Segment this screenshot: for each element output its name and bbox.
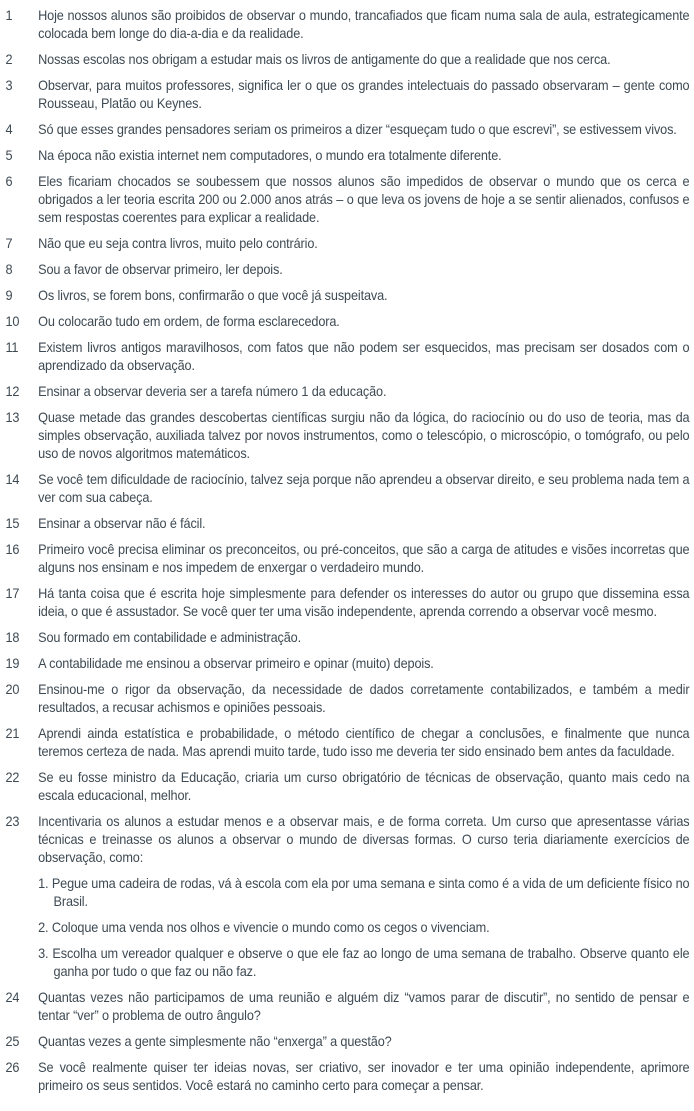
list-item xyxy=(5,540,689,576)
item-body xyxy=(38,514,689,532)
item-number: 20 xyxy=(5,681,20,697)
item-number: 7 xyxy=(5,235,13,251)
item-number: 8 xyxy=(5,261,13,277)
item-body xyxy=(38,584,689,620)
item-number: 1 xyxy=(5,7,13,23)
subitem-list xyxy=(38,874,689,980)
item-body xyxy=(38,628,689,646)
item-text: Se você realmente quiser ter ideias novas, ser criativo, ser inovador e ter uma opinião independente, aprimore primeiro os seus sentidos. Você estará no caminho certo para começar a pensar. xyxy=(38,1059,690,1093)
item-number: 13 xyxy=(5,409,20,425)
list-item xyxy=(5,628,689,646)
item-text: Nossas escolas nos obrigam a estudar mais os livros de antigamente do que a realidade que nos cerca. xyxy=(38,51,611,67)
list-item xyxy=(5,470,689,506)
list-item xyxy=(5,1058,689,1094)
item-body xyxy=(38,540,689,576)
item-number: 5 xyxy=(5,147,13,163)
item-body xyxy=(38,286,689,304)
list-item xyxy=(5,76,689,112)
item-text: Só que esses grandes pensadores seriam os primeiros a dizer “esqueçam tudo o que escrevi”, se estivessem vivos. xyxy=(38,121,677,137)
list-item xyxy=(5,6,689,42)
item-body xyxy=(38,382,689,400)
item-text: Primeiro você precisa eliminar os preconceitos, ou pré-conceitos, que são a carga de atitudes e visões incorretas que alguns nos ensinam e nos impedem de enxergar o verdadeiro mundo. xyxy=(38,541,690,575)
item-body xyxy=(38,812,689,980)
exercise-item xyxy=(38,874,689,910)
item-text: Quantas vezes não participamos de uma reunião e alguém diz “vamos parar de discutir”, no sentido de pensar e tentar “ver” o problema de outro ângulo? xyxy=(38,989,690,1023)
item-body xyxy=(38,120,689,138)
exercise-item xyxy=(38,944,689,980)
item-number: 9 xyxy=(5,287,13,303)
item-text: Existem livros antigos maravilhosos, com fatos que não podem ser esquecidos, mas precisam ser dosados com o aprendizado da observação. xyxy=(38,339,690,373)
item-body xyxy=(38,172,689,226)
item-body xyxy=(38,76,689,112)
item-number: 15 xyxy=(5,515,20,531)
list-item xyxy=(5,172,689,226)
item-text: Não que eu seja contra livros, muito pelo contrário. xyxy=(38,235,318,251)
item-text: Incentivaria os alunos a estudar menos e a observar mais, e de forma correta. Um curso que apresentasse várias técnicas e treinasse os alunos a observar o mundo de diversas formas. O curso teria diariamente exercícios de observação, como: xyxy=(38,813,690,865)
item-text: Observar, para muitos professores, significa ler o que os grandes intelectuais do passado observaram – gente como Rousseau, Platão ou Keynes. xyxy=(38,77,690,111)
item-body xyxy=(38,6,689,42)
item-body xyxy=(38,1058,689,1094)
item-number: 21 xyxy=(5,725,20,741)
item-body xyxy=(38,260,689,278)
item-body xyxy=(38,146,689,164)
item-number: 19 xyxy=(5,655,20,671)
item-number: 2 xyxy=(5,51,13,67)
subitem-text: Coloque uma venda nos olhos e vivencie o mundo como os cegos o vivenciam. xyxy=(51,919,490,935)
item-body xyxy=(38,470,689,506)
list-item xyxy=(5,382,689,400)
list-item xyxy=(5,50,689,68)
list-item xyxy=(5,654,689,672)
list-item xyxy=(5,514,689,532)
item-body xyxy=(38,338,689,374)
list-item xyxy=(5,146,689,164)
item-number: 11 xyxy=(5,339,19,355)
item-body xyxy=(38,724,689,760)
item-number: 4 xyxy=(5,121,13,137)
item-text: Quantas vezes a gente simplesmente não “enxerga” a questão? xyxy=(38,1033,392,1049)
item-number: 3 xyxy=(5,77,13,93)
item-number: 17 xyxy=(5,585,20,601)
list-item xyxy=(5,286,689,304)
list-item xyxy=(5,724,689,760)
item-body xyxy=(38,654,689,672)
item-text: Ensinar a observar não é fácil. xyxy=(38,515,206,531)
item-text: Ou colocarão tudo em ordem, de forma esclarecedora. xyxy=(38,313,340,329)
list-item xyxy=(5,234,689,252)
subitem-number: 3. xyxy=(38,945,49,961)
item-body xyxy=(38,234,689,252)
item-text: Os livros, se forem bons, confirmarão o que você já suspeitava. xyxy=(38,287,388,303)
list-item xyxy=(5,988,689,1024)
item-body xyxy=(38,988,689,1024)
subitem-number: 2. xyxy=(38,919,49,935)
item-text: Ensinou-me o rigor da observação, da necessidade de dados corretamente contabilizados, e também a medir resultados, a recusar achismos e opiniões pessoais. xyxy=(38,681,690,715)
list-item xyxy=(5,408,689,462)
subitem-number: 1. xyxy=(38,875,49,891)
item-text: Sou a favor de observar primeiro, ler depois. xyxy=(38,261,283,277)
item-text: Na época não existia internet nem computadores, o mundo era totalmente diferente. xyxy=(38,147,502,163)
item-number: 16 xyxy=(5,541,20,557)
item-body xyxy=(38,50,689,68)
list-item xyxy=(5,1032,689,1050)
item-text: Hoje nossos alunos são proibidos de observar o mundo, trancafiados que ficam numa sala de aula, estrategicamente colocada bem longe do dia-a-dia e da realidade. xyxy=(38,7,690,41)
item-body xyxy=(38,1032,689,1050)
list-item xyxy=(5,312,689,330)
subitem-text: Escolha um vereador qualquer e observe o que ele faz ao longo de uma semana de trabalho. Observe quanto ele ganha por tudo o que faz ou não faz. xyxy=(52,945,690,979)
item-body xyxy=(38,408,689,462)
list-item xyxy=(5,260,689,278)
item-text: A contabilidade me ensinou a observar primeiro e opinar (muito) depois. xyxy=(38,655,434,671)
item-body xyxy=(38,680,689,716)
item-text: Eles ficariam chocados se soubessem que nossos alunos são impedidos de observar o mundo que os cerca e obrigados a ler teoria escrita 200 ou 2.000 anos atrás – o que leva os jovens de hoje a se sentir alienados, confusos e sem respostas coerentes para explicar a realidade. xyxy=(38,173,690,225)
item-number: 22 xyxy=(5,769,20,785)
list-item xyxy=(5,584,689,620)
list-item xyxy=(5,338,689,374)
exercise-item xyxy=(38,918,689,936)
list-item xyxy=(5,812,689,980)
item-number: 18 xyxy=(5,629,20,645)
item-text: Aprendi ainda estatística e probabilidade, o método científico de chegar a conclusões, e finalmente que nunca teremos certeza de nada. Mas aprendi muito tarde, tudo isso me deveria ter sido ensinado bem antes da faculdade. xyxy=(38,725,690,759)
item-body xyxy=(38,312,689,330)
item-text: Ensinar a observar deveria ser a tarefa número 1 da educação. xyxy=(38,383,387,399)
item-number: 24 xyxy=(5,989,20,1005)
item-number: 14 xyxy=(5,471,20,487)
item-number: 12 xyxy=(5,383,20,399)
item-body xyxy=(38,768,689,804)
item-number: 10 xyxy=(5,313,20,329)
item-number: 6 xyxy=(5,173,13,189)
item-text: Há tanta coisa que é escrita hoje simplesmente para defender os interesses do autor ou grupo que dissemina essa ideia, o que é assustador. Se você quer ter uma visão independente, aprenda correndo a observar você mesmo. xyxy=(38,585,690,619)
item-text: Se eu fosse ministro da Educação, criaria um curso obrigatório de técnicas de observação, quanto mais cedo na escala educacional, melhor. xyxy=(38,769,690,803)
item-number: 23 xyxy=(5,813,20,829)
item-text: Quase metade das grandes descobertas científicas surgiu não da lógica, do raciocínio ou do uso de teoria, mas da simples observação, auxiliada talvez por novos instrumentos, como o telescópio, o microscópio, o tomógrafo, ou pelo uso de novos algoritmos matemáticos. xyxy=(38,409,690,461)
list-item xyxy=(5,768,689,804)
list-item xyxy=(5,680,689,716)
item-list xyxy=(5,6,689,1094)
subitem-text: Pegue uma cadeira de rodas, vá à escola com ela por uma semana e sinta como é a vida de um deficiente físico no Brasil. xyxy=(51,875,690,909)
item-number: 25 xyxy=(5,1033,20,1049)
item-number: 26 xyxy=(5,1059,20,1075)
item-text: Se você tem dificuldade de raciocínio, talvez seja porque não aprendeu a observar direito, e seu problema nada tem a ver com sua cabeça. xyxy=(38,471,690,505)
list-item xyxy=(5,120,689,138)
item-text: Sou formado em contabilidade e administração. xyxy=(38,629,301,645)
